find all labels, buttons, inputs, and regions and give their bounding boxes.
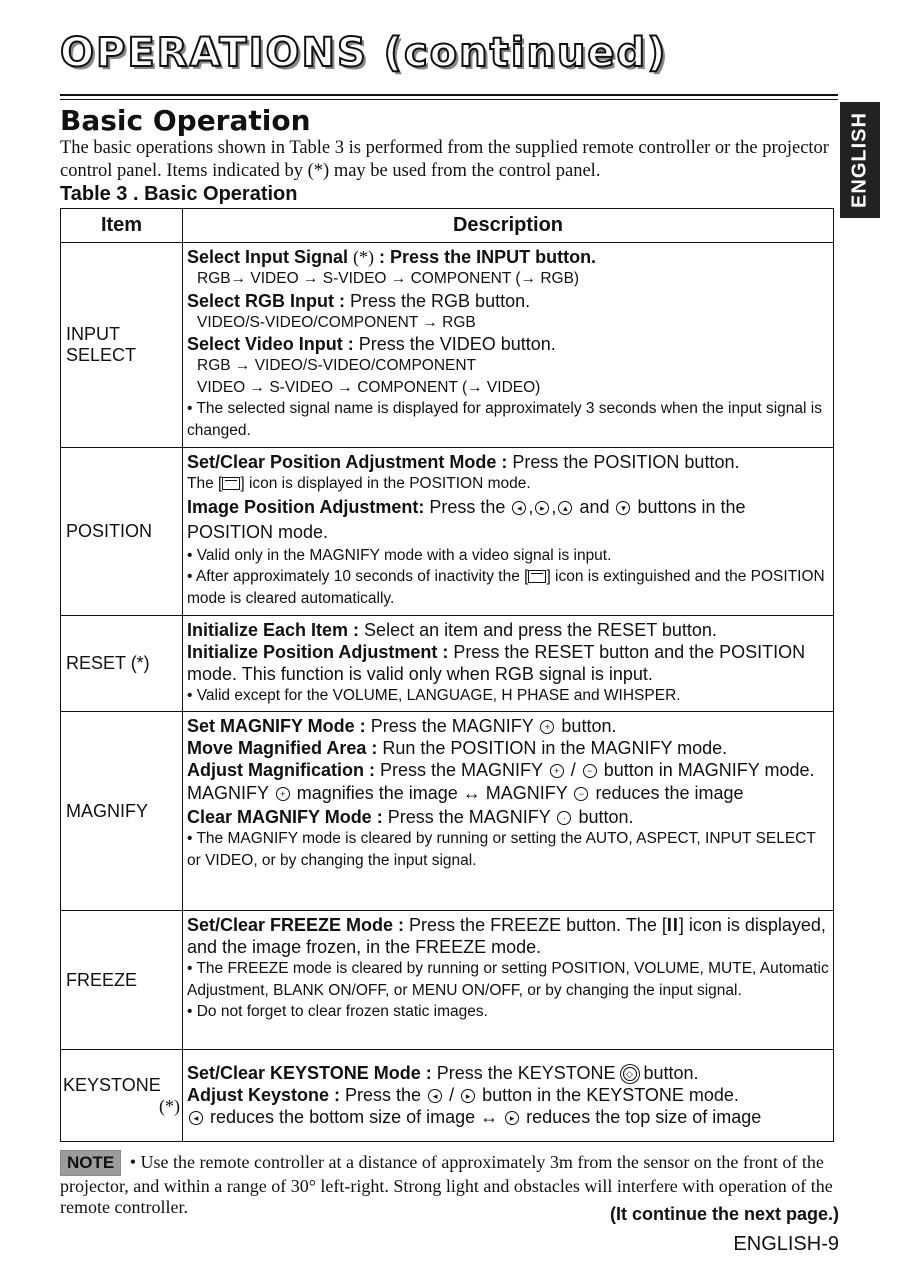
item-label: KEYSTONE <box>63 1074 161 1095</box>
bold-term: Set/Clear KEYSTONE Mode : <box>187 1063 432 1083</box>
right-arrow-icon: ▸ <box>461 1089 475 1103</box>
bold-term: Initialize Each Item : <box>187 620 360 640</box>
item-cell: MAGNIFY <box>61 712 183 911</box>
section-title: Basic Operation <box>60 104 311 137</box>
position-mode-icon <box>528 570 546 583</box>
desc-text: • Valid only in the MAGNIFY mode with a video signal is input. <box>187 546 612 564</box>
left-arrow-icon: ◂ <box>512 501 526 515</box>
description-cell <box>183 243 834 448</box>
desc-text: Select an item and press the RESET button. <box>359 620 717 640</box>
bold-term: Set MAGNIFY Mode : <box>187 716 366 736</box>
desc-text: • Do not forget to clear frozen static images. <box>187 1003 488 1020</box>
desc-text: / <box>565 760 581 780</box>
item-cell: FREEZE <box>61 911 183 1050</box>
table-row <box>61 243 834 448</box>
bold-term: Select RGB Input : <box>187 290 346 311</box>
keystone-icon: ◇ <box>623 1067 637 1081</box>
desc-text: Press the VIDEO button. <box>353 334 556 354</box>
bold-term: Image Position Adjustment: <box>187 496 425 517</box>
desc-text: • Valid except for the VOLUME, LANGUAGE, H PHASE and WIHSPER. <box>187 687 681 704</box>
language-tab <box>840 102 880 218</box>
desc-text: • The FREEZE mode is cleared by running or setting POSITION, VOLUME, MUTE, Automatic Adjustment, BLANK ON/OFF, or MENU ON/OFF, or by changing the input signal. <box>187 960 829 999</box>
header-item: Item <box>61 209 183 243</box>
bold-term: Move Magnified Area : <box>187 738 378 758</box>
bold-term: Select Input Signal <box>187 247 349 267</box>
desc-text: button. <box>556 716 617 736</box>
table-header-row <box>61 209 834 243</box>
description-cell: Set/Clear Position Adjustment Mode : Press the POSITION button. The [ ] icon is displayed in the POSITION mode. Image Position Adjustment: Press the ◂ , ▸ , ▴ and ▾ buttons in the POSITION mode. • Valid only in the MAGNIFY mode with a video signal is input. • After approximately 10 seconds of inactivity the [ ] icon is extinguished and the POSITION mode is cleared automatically. <box>183 448 834 616</box>
desc-text: • The selected signal name is displayed for approximately 3 seconds when the input signal is changed. <box>187 400 822 439</box>
desc-text: button in MAGNIFY mode. <box>598 760 815 780</box>
description-cell <box>183 712 834 911</box>
magnify-plus-icon: + <box>276 787 290 801</box>
magnify-minus-icon: − <box>574 787 588 801</box>
item-label: SELECT <box>66 345 137 365</box>
desc-text: RGB→ VIDEO → S-VIDEO → COMPONENT (→ RGB) <box>197 270 580 287</box>
desc-text: Press the MAGNIFY <box>382 807 551 827</box>
description-cell <box>183 911 834 1050</box>
table-row <box>61 911 834 1050</box>
desc-text: / <box>444 1085 460 1105</box>
desc-text: Press the MAGNIFY <box>375 760 543 780</box>
item-cell: RESET (*) <box>61 616 183 712</box>
bold-term: Initialize Position Adjustment : <box>187 642 449 662</box>
desc-text: button in the KEYSTONE mode. <box>477 1085 739 1105</box>
left-arrow-icon: ◂ <box>428 1089 442 1103</box>
description-cell <box>183 1050 834 1142</box>
magnify-plus-icon: + <box>550 764 564 778</box>
desc-text: Press the POSITION button. <box>507 452 740 472</box>
page-header-title: OPERATIONS (continued) <box>60 30 668 76</box>
desc-text: button. <box>573 807 634 827</box>
desc-text: VIDEO/S-VIDEO/COMPONENT → RGB <box>197 313 476 331</box>
bold-term: Adjust Keystone : <box>187 1085 341 1105</box>
bold-term: Adjust Magnification : <box>187 760 375 780</box>
control-panel-mark: (*) <box>353 247 375 267</box>
desc-text: Press the RGB button. <box>345 290 531 311</box>
desc-text: magnifies the image ↔ MAGNIFY <box>291 783 568 803</box>
desc-text: and <box>574 496 615 517</box>
table-caption: Table 3 . Basic Operation <box>60 183 298 205</box>
bold-term: Set/Clear FREEZE Mode : <box>187 915 405 935</box>
down-arrow-icon: ▾ <box>616 501 630 515</box>
desc-text: ] icon is displayed, and the image frozen, in the FREEZE mode. <box>187 915 826 957</box>
desc-text: Press the MAGNIFY <box>365 716 534 736</box>
item-cell <box>61 1050 183 1142</box>
header-description: Description <box>183 209 834 243</box>
desc-text: Press the KEYSTONE <box>431 1063 616 1083</box>
desc-text: VIDEO → S-VIDEO → COMPONENT (→ VIDEO) <box>197 378 541 396</box>
bold-term: Set/Clear Position Adjustment Mode : <box>187 452 508 472</box>
note-text: • Use the remote controller at a distance of approximately 3m from the sensor on the front of the projector, and within a range of 30° left-right. Strong light and obstacles will interfere with operation of the remote controller. <box>60 1152 833 1217</box>
position-mode-icon <box>222 477 240 490</box>
item-cell: POSITION <box>61 448 183 616</box>
desc-text: ] icon is displayed in the POSITION mode. <box>240 475 531 492</box>
desc-text: Press the RESET button and the POSITION mode. This function is valid only when RGB signal is input. <box>187 642 806 684</box>
basic-operation-table <box>60 208 834 1142</box>
up-arrow-icon: ▴ <box>558 501 572 515</box>
desc-text: ] icon is extinguished and the POSITION mode is cleared automatically. <box>187 568 825 607</box>
desc-text: Press the FREEZE button. The [ <box>404 915 667 935</box>
desc-text: buttons in the POSITION mode. <box>187 496 746 542</box>
desc-text: Press the <box>340 1085 422 1105</box>
bold-term: Clear MAGNIFY Mode : <box>187 807 383 827</box>
desc-text: RGB → VIDEO/S-VIDEO/COMPONENT <box>197 357 477 374</box>
desc-text: The [ <box>187 475 223 492</box>
desc-text: MAGNIFY <box>187 783 269 803</box>
header-rule-thin <box>60 99 838 100</box>
continued-notice: (It continue the next page.) <box>609 1204 839 1224</box>
header-rule <box>60 94 838 96</box>
table-row <box>61 616 834 712</box>
desc-text: Press the <box>424 496 511 517</box>
left-arrow-icon: ◂ <box>189 1111 203 1125</box>
page-number: ENGLISH-9 <box>733 1233 839 1255</box>
magnify-minus-icon: − <box>583 764 597 778</box>
pause-icon: II <box>666 915 679 935</box>
desc-text: button. <box>638 1063 699 1083</box>
intro-paragraph: The basic operations shown in Table 3 is performed from the supplied remote controller or the projector control panel. Items indicated by (*) may be used from the control panel. <box>60 138 829 181</box>
note-label: NOTE <box>60 1150 121 1176</box>
right-arrow-icon: ▸ <box>535 501 549 515</box>
control-panel-mark: (*) <box>159 1095 180 1116</box>
right-arrow-icon: ▸ <box>505 1111 519 1125</box>
table-row <box>61 712 834 911</box>
desc-text: • The MAGNIFY mode is cleared by running or setting the AUTO, ASPECT, INPUT SELECT or VIDEO, or by changing the input signal. <box>187 830 816 869</box>
language-tab-label: ENGLISH <box>848 112 871 208</box>
desc-text: reduces the image <box>590 783 744 803</box>
item-label: INPUT <box>66 324 120 344</box>
desc-text: reduces the bottom size of image ↔ <box>205 1107 504 1127</box>
table-row <box>61 448 834 616</box>
magnify-off-icon: · <box>557 811 571 825</box>
desc-text: • After approximately 10 seconds of inactivity the [ <box>187 568 529 585</box>
desc-text: : Press the INPUT button. <box>374 247 597 267</box>
table-row <box>61 1050 834 1142</box>
desc-text: reduces the top size of image <box>521 1107 762 1127</box>
desc-text: Run the POSITION in the MAGNIFY mode. <box>377 738 728 758</box>
item-cell <box>61 243 183 448</box>
magnify-plus-icon: + <box>540 720 554 734</box>
bold-term: Select Video Input : <box>187 334 354 354</box>
description-cell <box>183 616 834 712</box>
